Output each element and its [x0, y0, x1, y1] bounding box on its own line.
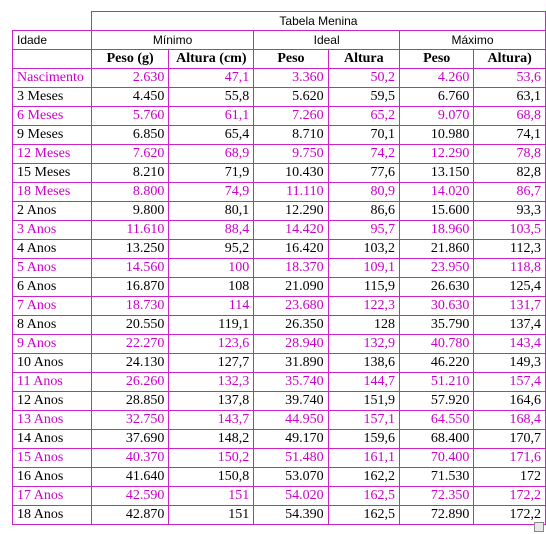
value-cell[interactable]: 10.980: [400, 126, 474, 145]
table-row: [13, 468, 546, 487]
age-label-cell[interactable]: 10 Anos: [13, 354, 92, 373]
value-cell[interactable]: 74,2: [328, 145, 399, 164]
blank-subheader-cell[interactable]: [13, 50, 92, 69]
value-cell[interactable]: 18.730: [91, 297, 168, 316]
table-row: [13, 145, 546, 164]
value-cell[interactable]: 108: [169, 278, 254, 297]
value-cell[interactable]: 42.590: [91, 487, 168, 506]
value-cell[interactable]: 103,2: [328, 240, 399, 259]
value-cell[interactable]: 171,6: [474, 449, 546, 468]
value-cell[interactable]: 143,7: [169, 411, 254, 430]
value-cell[interactable]: 88,4: [169, 221, 254, 240]
value-cell[interactable]: 71,9: [169, 164, 254, 183]
table-row: [13, 316, 546, 335]
age-label-cell[interactable]: 18 Anos: [13, 506, 92, 525]
value-cell[interactable]: 118,8: [474, 259, 546, 278]
age-label-cell[interactable]: 12 Meses: [13, 145, 92, 164]
value-cell[interactable]: 28.850: [91, 392, 168, 411]
value-cell[interactable]: 151: [169, 487, 254, 506]
value-cell[interactable]: 10.430: [254, 164, 328, 183]
age-label-cell[interactable]: 5 Anos: [13, 259, 92, 278]
empty-cell[interactable]: [13, 12, 92, 31]
value-cell[interactable]: 39.740: [254, 392, 328, 411]
value-cell[interactable]: 35.790: [400, 316, 474, 335]
table-row: [13, 373, 546, 392]
value-cell[interactable]: 68,9: [169, 145, 254, 164]
age-label-cell[interactable]: 12 Anos: [13, 392, 92, 411]
age-label-cell[interactable]: 9 Anos: [13, 335, 92, 354]
value-cell[interactable]: 143,4: [474, 335, 546, 354]
value-cell[interactable]: 11.610: [91, 221, 168, 240]
value-cell[interactable]: 8.710: [254, 126, 328, 145]
value-cell[interactable]: 122,3: [328, 297, 399, 316]
subheader-peso-ideal[interactable]: Peso: [254, 50, 328, 69]
age-label-cell[interactable]: 15 Anos: [13, 449, 92, 468]
value-cell[interactable]: 114: [169, 297, 254, 316]
subheader-altura-max[interactable]: Altura): [474, 50, 546, 69]
value-cell[interactable]: 86,6: [328, 202, 399, 221]
group-ideal[interactable]: Ideal: [254, 31, 400, 50]
value-cell[interactable]: 14.420: [254, 221, 328, 240]
value-cell[interactable]: 9.070: [400, 107, 474, 126]
value-cell[interactable]: 7.260: [254, 107, 328, 126]
value-cell[interactable]: 149,3: [474, 354, 546, 373]
value-cell[interactable]: 93,3: [474, 202, 546, 221]
value-cell[interactable]: 50,2: [328, 69, 399, 88]
table-row: [13, 278, 546, 297]
title-row: [13, 12, 546, 31]
value-cell[interactable]: 55,8: [169, 88, 254, 107]
value-cell[interactable]: 9.750: [254, 145, 328, 164]
value-cell[interactable]: 26.350: [254, 316, 328, 335]
value-cell[interactable]: 72.350: [400, 487, 474, 506]
value-cell[interactable]: 68,8: [474, 107, 546, 126]
age-label-cell[interactable]: 4 Anos: [13, 240, 92, 259]
value-cell[interactable]: 86,7: [474, 183, 546, 202]
table-row: [13, 430, 546, 449]
age-label-cell[interactable]: 8 Anos: [13, 316, 92, 335]
value-cell[interactable]: 131,7: [474, 297, 546, 316]
value-cell[interactable]: 13.250: [91, 240, 168, 259]
age-label-cell[interactable]: 15 Meses: [13, 164, 92, 183]
value-cell[interactable]: 125,4: [474, 278, 546, 297]
value-cell[interactable]: 7.620: [91, 145, 168, 164]
table-title[interactable]: Tabela Menina: [91, 12, 545, 31]
value-cell[interactable]: 53.070: [254, 468, 328, 487]
table-row: [13, 411, 546, 430]
value-cell[interactable]: 157,4: [474, 373, 546, 392]
value-cell[interactable]: 82,8: [474, 164, 546, 183]
value-cell[interactable]: 168,4: [474, 411, 546, 430]
value-cell[interactable]: 74,1: [474, 126, 546, 145]
value-cell[interactable]: 4.260: [400, 69, 474, 88]
value-cell[interactable]: 65,2: [328, 107, 399, 126]
value-cell[interactable]: 119,1: [169, 316, 254, 335]
value-cell[interactable]: 37.690: [91, 430, 168, 449]
value-cell[interactable]: 144,7: [328, 373, 399, 392]
value-cell[interactable]: 159,6: [328, 430, 399, 449]
value-cell[interactable]: 44.950: [254, 411, 328, 430]
value-cell[interactable]: 128: [328, 316, 399, 335]
value-cell[interactable]: 150,8: [169, 468, 254, 487]
table-row: [13, 221, 546, 240]
age-label-cell[interactable]: 6 Anos: [13, 278, 92, 297]
value-cell[interactable]: 28.940: [254, 335, 328, 354]
age-label-cell[interactable]: 7 Anos: [13, 297, 92, 316]
group-maximo[interactable]: Máximo: [400, 31, 546, 50]
value-cell[interactable]: 172,2: [474, 506, 546, 525]
value-cell[interactable]: 109,1: [328, 259, 399, 278]
value-cell[interactable]: 74,9: [169, 183, 254, 202]
value-cell[interactable]: 95,2: [169, 240, 254, 259]
value-cell[interactable]: 70,1: [328, 126, 399, 145]
resize-corner[interactable]: [534, 522, 544, 532]
age-label-cell[interactable]: 3 Anos: [13, 221, 92, 240]
value-cell[interactable]: 47,1: [169, 69, 254, 88]
subheader-peso-min[interactable]: Peso (g): [91, 50, 168, 69]
value-cell[interactable]: 49.170: [254, 430, 328, 449]
value-cell[interactable]: 162,5: [328, 506, 399, 525]
value-cell[interactable]: 40.780: [400, 335, 474, 354]
value-cell[interactable]: 77,6: [328, 164, 399, 183]
value-cell[interactable]: 95,7: [328, 221, 399, 240]
value-cell[interactable]: 51.210: [400, 373, 474, 392]
idade-header[interactable]: Idade: [13, 31, 92, 50]
value-cell[interactable]: 12.290: [254, 202, 328, 221]
age-label-cell[interactable]: 3 Meses: [13, 88, 92, 107]
value-cell[interactable]: 80,1: [169, 202, 254, 221]
value-cell[interactable]: 14.020: [400, 183, 474, 202]
value-cell[interactable]: 170,7: [474, 430, 546, 449]
value-cell[interactable]: 22.270: [91, 335, 168, 354]
table-row: [13, 202, 546, 221]
value-cell[interactable]: 40.370: [91, 449, 168, 468]
value-cell[interactable]: 35.740: [254, 373, 328, 392]
age-label-cell[interactable]: Nascimento: [13, 69, 92, 88]
value-cell[interactable]: 70.400: [400, 449, 474, 468]
table-row: [13, 354, 546, 373]
subheader-row: [13, 50, 546, 69]
subheader-altura-ideal[interactable]: Altura: [328, 50, 399, 69]
value-cell[interactable]: 164,6: [474, 392, 546, 411]
value-cell[interactable]: 100: [169, 259, 254, 278]
value-cell[interactable]: 23.680: [254, 297, 328, 316]
value-cell[interactable]: 13.150: [400, 164, 474, 183]
value-cell[interactable]: 30.630: [400, 297, 474, 316]
age-label-cell[interactable]: 2 Anos: [13, 202, 92, 221]
value-cell[interactable]: 115,9: [328, 278, 399, 297]
value-cell[interactable]: 157,1: [328, 411, 399, 430]
subheader-altura-min[interactable]: Altura (cm): [169, 50, 254, 69]
age-label-cell[interactable]: 14 Anos: [13, 430, 92, 449]
value-cell[interactable]: 15.600: [400, 202, 474, 221]
value-cell[interactable]: 18.370: [254, 259, 328, 278]
subheader-peso-max[interactable]: Peso: [400, 50, 474, 69]
value-cell[interactable]: 26.260: [91, 373, 168, 392]
value-cell[interactable]: 42.870: [91, 506, 168, 525]
growth-table: [12, 11, 546, 525]
value-cell[interactable]: 61,1: [169, 107, 254, 126]
value-cell[interactable]: 11.110: [254, 183, 328, 202]
table-row: [13, 88, 546, 107]
value-cell[interactable]: 151: [169, 506, 254, 525]
value-cell[interactable]: 16.870: [91, 278, 168, 297]
table-row: [13, 449, 546, 468]
value-cell[interactable]: 4.450: [91, 88, 168, 107]
table-row: [13, 392, 546, 411]
value-cell[interactable]: 5.760: [91, 107, 168, 126]
value-cell[interactable]: 103,5: [474, 221, 546, 240]
value-cell[interactable]: 172: [474, 468, 546, 487]
value-cell[interactable]: 53,6: [474, 69, 546, 88]
value-cell[interactable]: 123,6: [169, 335, 254, 354]
value-cell[interactable]: 32.750: [91, 411, 168, 430]
value-cell[interactable]: 41.640: [91, 468, 168, 487]
table-row: [13, 183, 546, 202]
value-cell[interactable]: 172,2: [474, 487, 546, 506]
value-cell[interactable]: 18.960: [400, 221, 474, 240]
value-cell[interactable]: 78,8: [474, 145, 546, 164]
value-cell[interactable]: 2.630: [91, 69, 168, 88]
value-cell[interactable]: 59,5: [328, 88, 399, 107]
table-row: [13, 107, 546, 126]
age-label-cell[interactable]: 11 Anos: [13, 373, 92, 392]
table-row: [13, 506, 546, 525]
value-cell[interactable]: 63,1: [474, 88, 546, 107]
value-cell[interactable]: 9.800: [91, 202, 168, 221]
value-cell[interactable]: 3.360: [254, 69, 328, 88]
table-row: [13, 240, 546, 259]
value-cell[interactable]: 23.950: [400, 259, 474, 278]
value-cell[interactable]: 24.130: [91, 354, 168, 373]
value-cell[interactable]: 31.890: [254, 354, 328, 373]
age-label-cell[interactable]: 13 Anos: [13, 411, 92, 430]
value-cell[interactable]: 137,8: [169, 392, 254, 411]
group-header-row: [13, 31, 546, 50]
value-cell[interactable]: 65,4: [169, 126, 254, 145]
table-row: [13, 69, 546, 88]
value-cell[interactable]: 5.620: [254, 88, 328, 107]
value-cell[interactable]: 8.800: [91, 183, 168, 202]
value-cell[interactable]: 6.760: [400, 88, 474, 107]
age-label-cell[interactable]: 6 Meses: [13, 107, 92, 126]
value-cell[interactable]: 68.400: [400, 430, 474, 449]
value-cell[interactable]: 162,5: [328, 487, 399, 506]
value-cell[interactable]: 46.220: [400, 354, 474, 373]
value-cell[interactable]: 112,3: [474, 240, 546, 259]
value-cell[interactable]: 132,3: [169, 373, 254, 392]
value-cell[interactable]: 54.390: [254, 506, 328, 525]
table-row: [13, 259, 546, 278]
value-cell[interactable]: 161,1: [328, 449, 399, 468]
value-cell[interactable]: 138,6: [328, 354, 399, 373]
value-cell[interactable]: 137,4: [474, 316, 546, 335]
value-cell[interactable]: 64.550: [400, 411, 474, 430]
table-row: [13, 335, 546, 354]
value-cell[interactable]: 72.890: [400, 506, 474, 525]
age-label-cell[interactable]: 9 Meses: [13, 126, 92, 145]
value-cell[interactable]: 14.560: [91, 259, 168, 278]
value-cell[interactable]: 12.290: [400, 145, 474, 164]
age-label-cell[interactable]: 16 Anos: [13, 468, 92, 487]
value-cell[interactable]: 51.480: [254, 449, 328, 468]
value-cell[interactable]: 150,2: [169, 449, 254, 468]
group-minimo[interactable]: Mínimo: [91, 31, 253, 50]
value-cell[interactable]: 21.860: [400, 240, 474, 259]
value-cell[interactable]: 148,2: [169, 430, 254, 449]
value-cell[interactable]: 54.020: [254, 487, 328, 506]
value-cell[interactable]: 162,2: [328, 468, 399, 487]
table-row: [13, 164, 546, 183]
value-cell[interactable]: 26.630: [400, 278, 474, 297]
value-cell[interactable]: 71.530: [400, 468, 474, 487]
value-cell[interactable]: 6.850: [91, 126, 168, 145]
value-cell[interactable]: 151,9: [328, 392, 399, 411]
value-cell[interactable]: 127,7: [169, 354, 254, 373]
table-row: [13, 297, 546, 316]
age-label-cell[interactable]: 17 Anos: [13, 487, 92, 506]
table-row: [13, 487, 546, 506]
table-row: [13, 126, 546, 145]
value-cell[interactable]: 57.920: [400, 392, 474, 411]
value-cell[interactable]: 80,9: [328, 183, 399, 202]
value-cell[interactable]: 20.550: [91, 316, 168, 335]
value-cell[interactable]: 16.420: [254, 240, 328, 259]
age-label-cell[interactable]: 18 Meses: [13, 183, 92, 202]
value-cell[interactable]: 132,9: [328, 335, 399, 354]
value-cell[interactable]: 8.210: [91, 164, 168, 183]
value-cell[interactable]: 21.090: [254, 278, 328, 297]
